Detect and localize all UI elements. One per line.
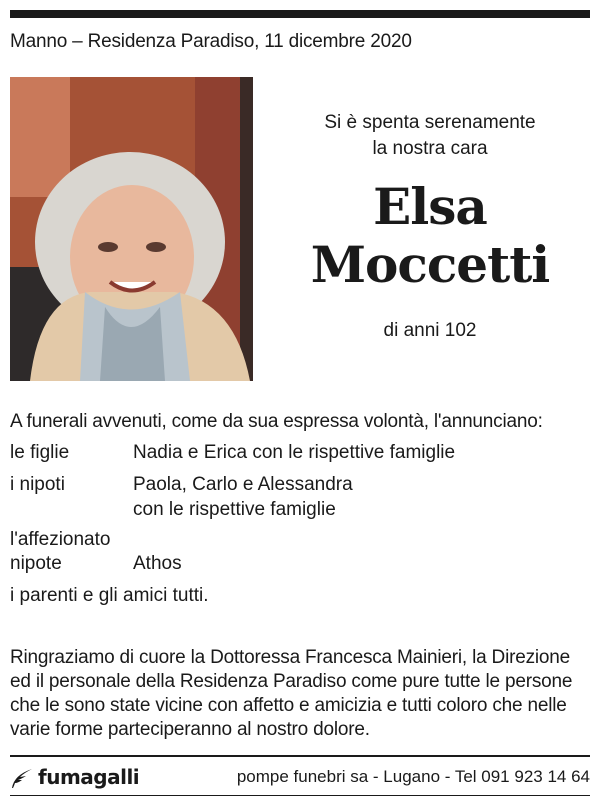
relation-value: Paola, Carlo e Alessandra [133, 474, 353, 495]
intro-line: la nostra cara [372, 138, 488, 159]
relation-value: Nadia e Erica con le rispettive famiglie [133, 442, 456, 463]
relation-label: nipote [10, 553, 62, 574]
thanks-paragraph [10, 646, 595, 742]
first-name: Elsa [373, 177, 487, 236]
brand-name: fumagalli [38, 765, 140, 789]
announcement-intro: A funerali avvenuti, come da sua espressa volontà, l'annunciano: [10, 411, 543, 432]
top-rule [10, 10, 590, 18]
last-name: Moccetti [310, 235, 550, 294]
relation-value: con le rispettive famiglie [133, 499, 336, 520]
footer-rule [10, 795, 590, 796]
relation-label: le figlie [10, 442, 70, 463]
thanks-line: Ringraziamo di cuore la Dottoressa Francesca Mainieri, la Direzione [10, 647, 571, 668]
relation-label: l'affezionato [10, 529, 111, 550]
dateline: Manno – Residenza Paradiso, 11 dicembre 2020 [10, 31, 412, 52]
portrait-photo [10, 77, 253, 381]
relation-label: i nipoti [10, 474, 65, 495]
feather-icon [10, 767, 34, 794]
company-info: pompe funebri sa - Lugano - Tel 091 923 14 64 [236, 767, 590, 786]
age: di anni 102 [383, 320, 477, 341]
death-announcement-intro [280, 110, 580, 162]
thanks-line: che le sono state vicine con affetto e amicizia e tutti coloro che nelle [10, 695, 567, 716]
thanks-line: varie forme parteciperanno al nostro dolore. [10, 719, 370, 740]
thanks-line: ed il personale della Residenza Paradiso come pure tutte le persone [10, 671, 573, 692]
bottom-rule [10, 755, 590, 757]
closing-line: i parenti e gli amici tutti. [10, 585, 209, 606]
deceased-name [280, 178, 580, 294]
footer [10, 765, 590, 791]
intro-line: Si è spenta serenamente [324, 112, 536, 133]
relation-value: Athos [133, 553, 182, 574]
